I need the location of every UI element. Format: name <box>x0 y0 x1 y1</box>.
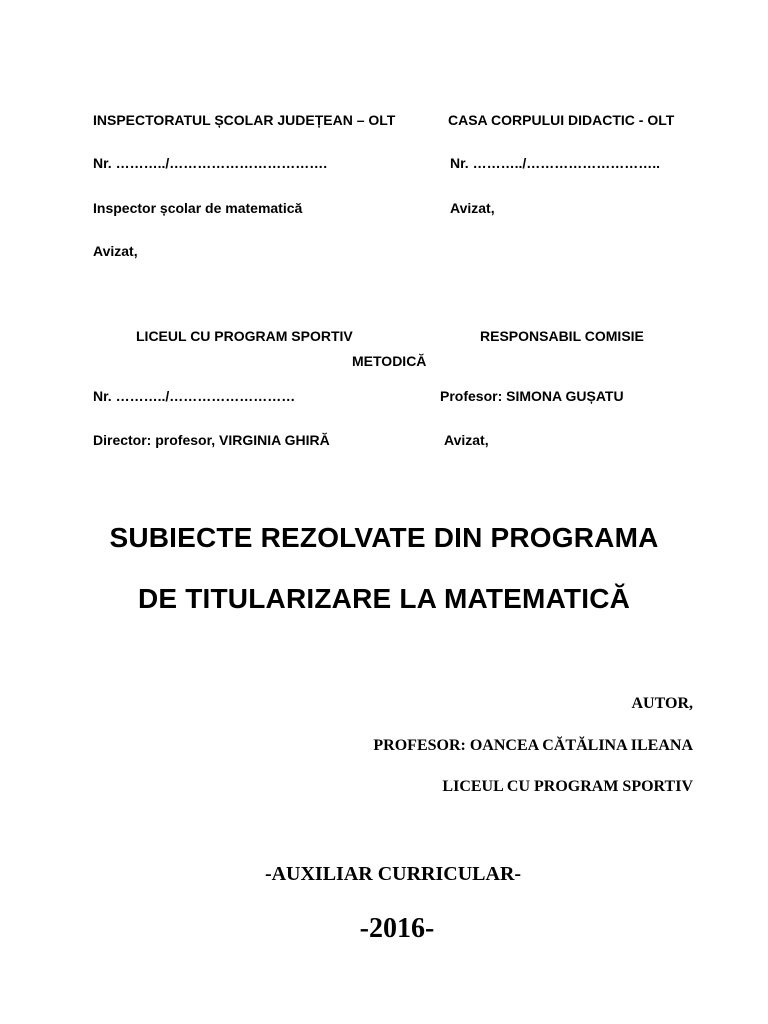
school-name: LICEUL CU PROGRAM SPORTIV <box>136 328 353 344</box>
school-director: Director: profesor, VIRGINIA GHIRĂ <box>93 432 330 448</box>
school-registration-number: Nr. ………../……………………… <box>93 388 296 404</box>
author-name: PROFESOR: OANCEA CĂTĂLINA ILEANA <box>373 737 693 754</box>
isj-approval: Avizat, <box>93 243 138 259</box>
isj-inspector-role: Inspector școlar de matematică <box>93 200 303 216</box>
document-year: -2016- <box>359 913 435 944</box>
commission-head-label: RESPONSABIL COMISIE <box>480 328 644 344</box>
commission-head-label-cont: METODICĂ <box>352 353 427 369</box>
commission-teacher: Profesor: SIMONA GUȘATU <box>440 388 624 404</box>
document-type: -AUXILIAR CURRICULAR- <box>264 863 522 885</box>
school-approval: Avizat, <box>444 432 489 448</box>
document-title-line-1: SUBIECTE REZOLVATE DIN PROGRAMA <box>109 522 659 553</box>
author-school: LICEUL CU PROGRAM SPORTIV <box>442 778 693 795</box>
author-label: AUTOR, <box>631 695 693 712</box>
document-title-line-2: DE TITULARIZARE LA MATEMATICĂ <box>137 583 631 614</box>
ccd-institution: CASA CORPULUI DIDACTIC - OLT <box>448 112 675 128</box>
isj-registration-number: Nr. ………../……………………………. <box>93 155 328 171</box>
isj-institution: INSPECTORATUL ȘCOLAR JUDEȚEAN – OLT <box>93 112 396 128</box>
ccd-registration-number: Nr. ………../……………………….. <box>450 155 661 171</box>
ccd-approval: Avizat, <box>450 200 495 216</box>
